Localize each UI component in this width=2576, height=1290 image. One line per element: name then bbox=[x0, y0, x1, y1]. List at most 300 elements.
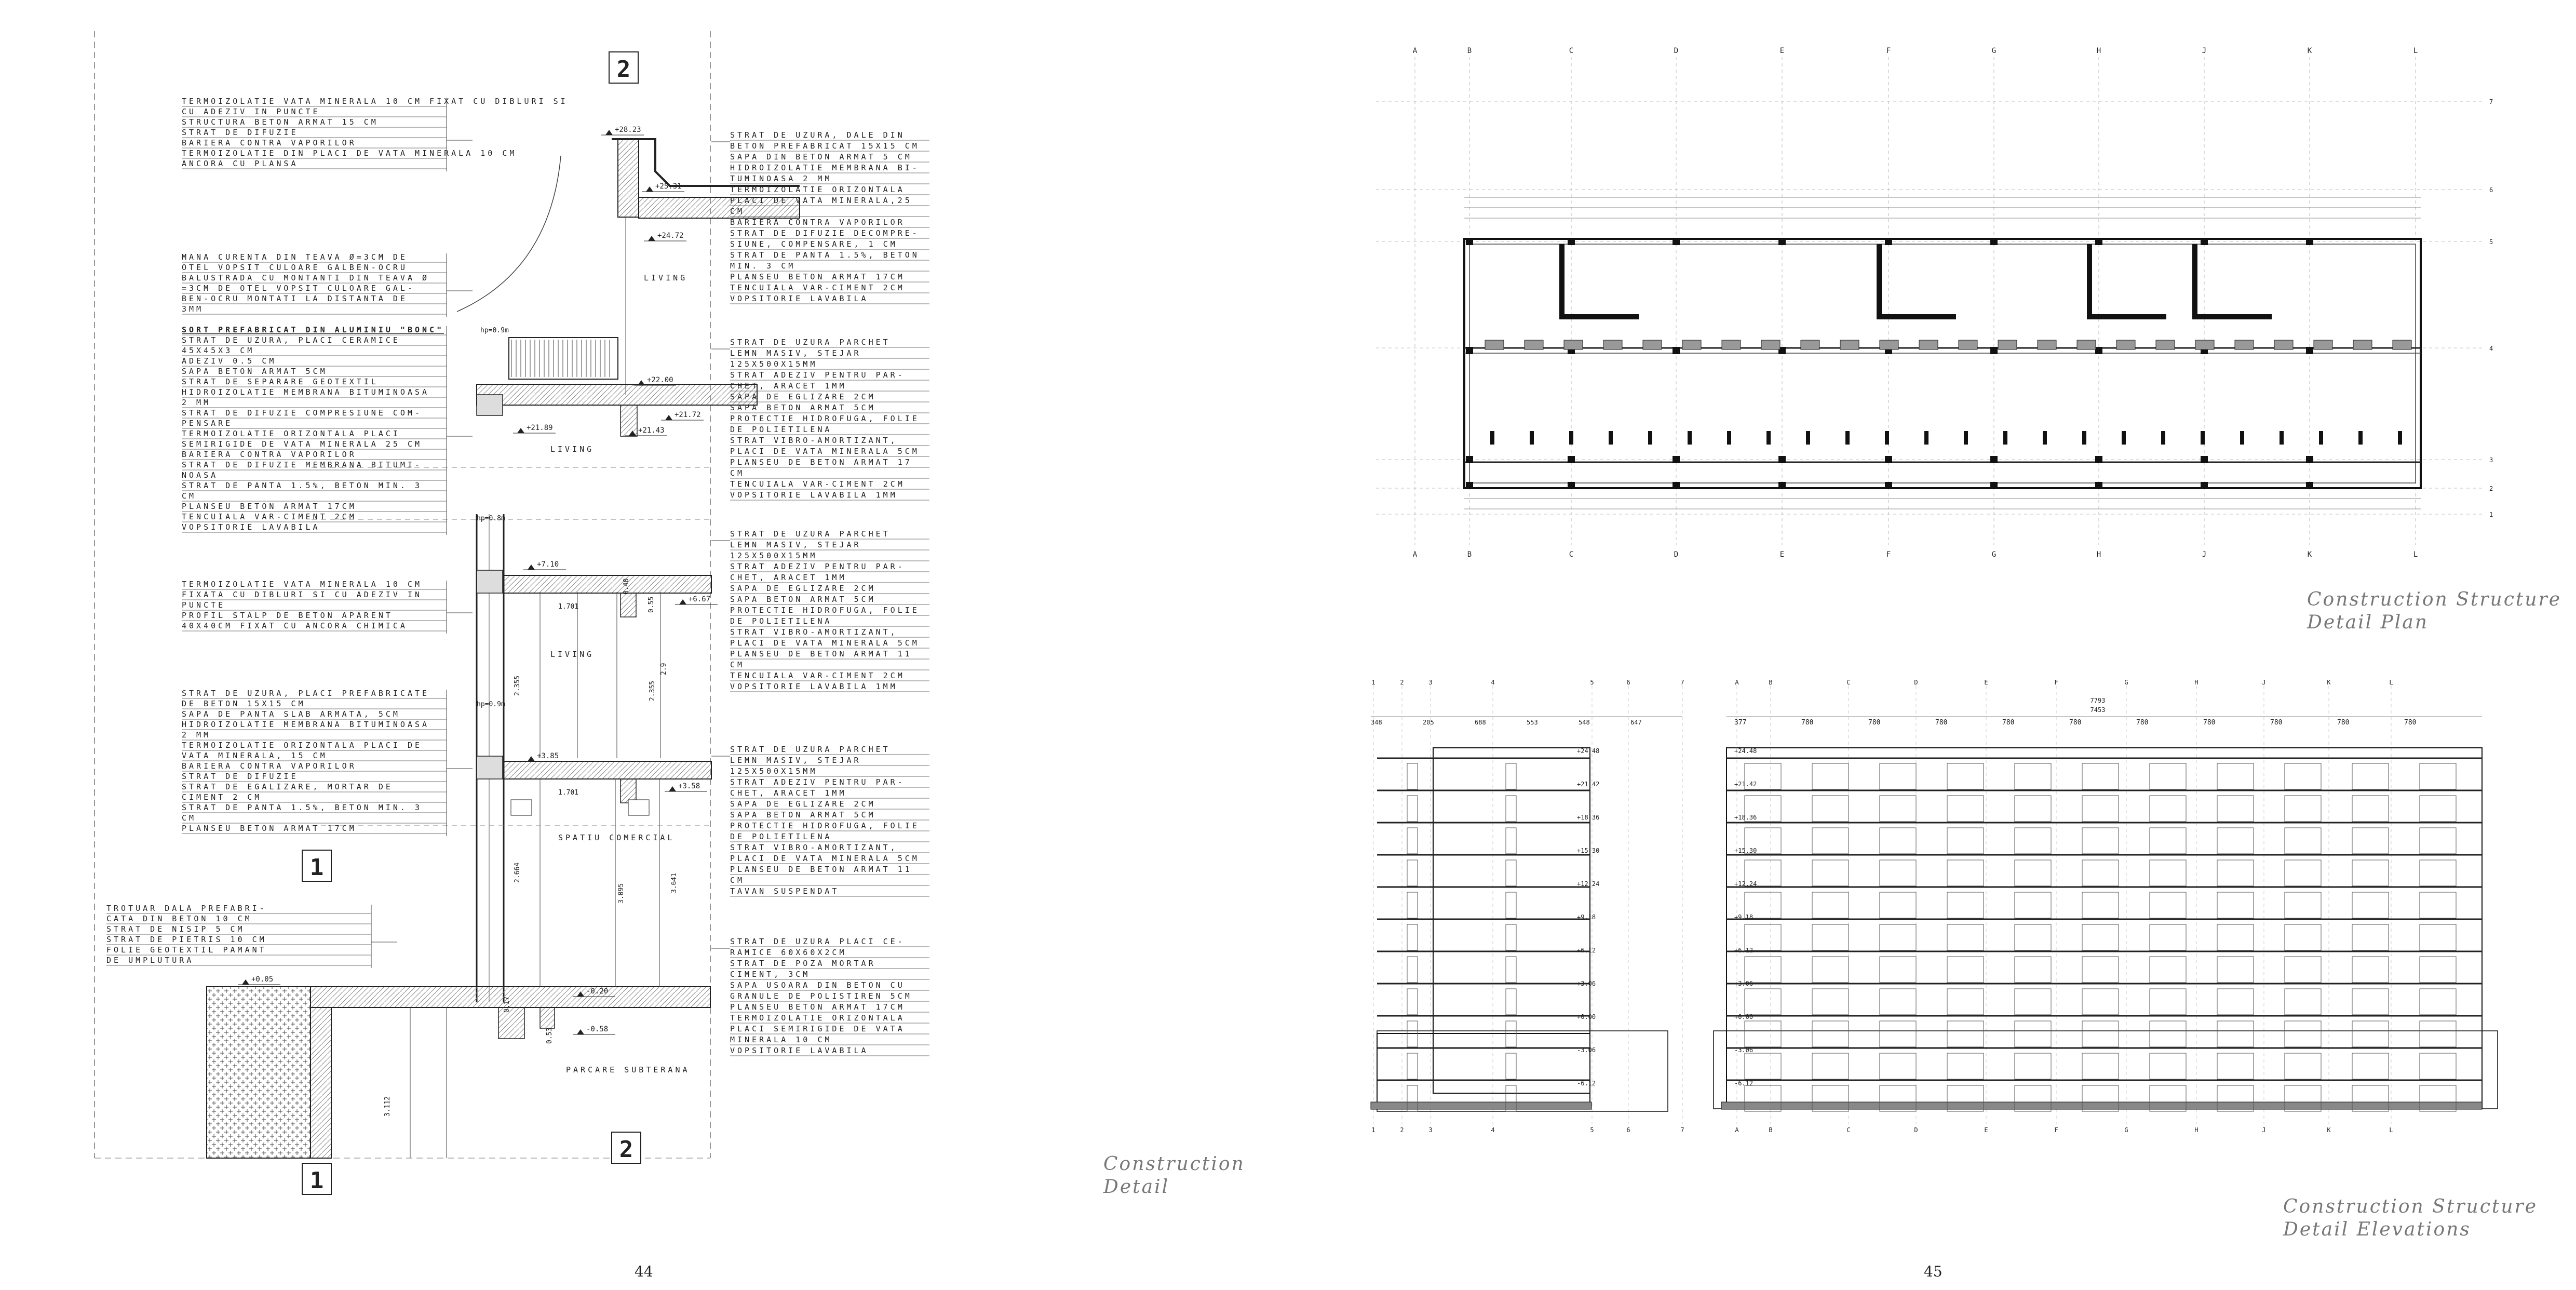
elevation-side-window bbox=[1506, 763, 1516, 789]
elevation-front-window bbox=[2420, 828, 2456, 854]
elevation-front-window bbox=[2285, 957, 2321, 983]
note-line: LEMN MASIV, STEJAR bbox=[730, 348, 861, 358]
plan-partition bbox=[1643, 340, 1662, 350]
room-label: LIVING bbox=[550, 445, 595, 454]
elevation-front-window bbox=[2217, 924, 2254, 950]
note-line: CHET, ARACET 1MM bbox=[730, 381, 847, 391]
hp-label: hp=0.9m bbox=[477, 701, 505, 708]
note-line: BARIERA CONTRA VAPORILOR bbox=[182, 450, 357, 459]
note-line: TAVAN SUSPENDAT bbox=[730, 886, 840, 896]
note-line: BARIERA CONTRA VAPORILOR bbox=[182, 138, 357, 147]
slab-edge-beam bbox=[477, 395, 503, 415]
elevation-front-window bbox=[2420, 860, 2456, 886]
note-line: PROTECTIE HIDROFUGA, FOLIE bbox=[730, 606, 920, 615]
note-line: PLACI DE VATA MINERALA 5CM bbox=[730, 854, 920, 863]
note-line: STRAT DE UZURA PARCHET bbox=[730, 338, 891, 347]
plan-core-wall bbox=[2089, 244, 2166, 317]
elevation-front-axis-top: J bbox=[2262, 679, 2266, 686]
elevation-side-level: +21.42 bbox=[1577, 781, 1600, 788]
elevation-front-window bbox=[2352, 989, 2389, 1015]
elevation-front-axis-top: F bbox=[2054, 679, 2058, 686]
downstand-beam bbox=[621, 405, 637, 436]
elevation-front-window bbox=[2015, 957, 2051, 983]
elevation-front-level: +3.06 bbox=[1734, 980, 1754, 987]
plan-axis-top: A bbox=[1412, 47, 1418, 55]
elevation-front-axis-bottom: K bbox=[2327, 1126, 2331, 1134]
elevation-side-dim: 688 bbox=[1475, 719, 1486, 726]
elevation-side-level: +24.48 bbox=[1577, 747, 1600, 755]
elevation-front-window bbox=[1880, 763, 1916, 789]
elevation-front-window bbox=[2082, 957, 2119, 983]
dimension-value: 0.17 bbox=[503, 996, 511, 1013]
note-line: STRAT DE DIFUZIE bbox=[182, 772, 299, 781]
elevation-front-window bbox=[2150, 796, 2186, 822]
elevation-front-window bbox=[2285, 860, 2321, 886]
note-line: STRAT DE PIETRIS 10 CM bbox=[106, 935, 267, 944]
elevation-front-axis-top: D bbox=[1914, 679, 1918, 686]
elevation-front-window bbox=[2015, 763, 2051, 789]
note-line: STRAT VIBRO-AMORTIZANT, bbox=[730, 843, 898, 852]
elevation-side-level: +12.24 bbox=[1577, 880, 1600, 888]
note-line: 125X500X15MM bbox=[730, 359, 818, 369]
note-line: BETON PREFABRICAT 15X15 CM bbox=[730, 141, 920, 151]
note-line: TENCUIALA VAR-CIMENT 2CM bbox=[730, 479, 905, 489]
elevation-front-window bbox=[1880, 860, 1916, 886]
elevation-front-dim: 377 bbox=[1734, 719, 1747, 727]
note-line: SAPA BETON ARMAT 5CM bbox=[730, 403, 876, 412]
elevation-side-window bbox=[1407, 1053, 1418, 1079]
floor-slab-level-7-beam bbox=[621, 593, 636, 617]
elevation-front-window bbox=[1880, 828, 1916, 854]
plan-axis-right: 7 bbox=[2489, 98, 2493, 105]
elevation-front-window bbox=[1812, 989, 1849, 1015]
elevation-front-window bbox=[1745, 989, 1781, 1015]
elevation-front-window bbox=[2217, 1021, 2254, 1047]
note-line: BARIERA CONTRA VAPORILOR bbox=[730, 218, 905, 227]
section-marker-top: 2 bbox=[616, 56, 631, 83]
note-line: DE UMPLUTURA bbox=[106, 956, 194, 965]
plan-axis-top: G bbox=[1991, 47, 1997, 55]
plan-partition bbox=[1722, 340, 1741, 350]
plan-column bbox=[2095, 347, 2102, 354]
elevation-side-axis-bottom: 4 bbox=[1491, 1126, 1495, 1134]
note-line: STRAT DE DIFUZIE COMPRESIUNE COM- bbox=[182, 408, 423, 418]
elevation-front-total: 7793 bbox=[2090, 697, 2106, 704]
elevation-front-window bbox=[1947, 1021, 1984, 1047]
note-line: PLANSEU DE BETON ARMAT 11 bbox=[730, 865, 912, 874]
note-line: STRAT DE EGALIZARE, MORTAR DE bbox=[182, 782, 393, 791]
elevation-front-window bbox=[1880, 892, 1916, 918]
elevation-front-axis-bottom: G bbox=[2124, 1126, 2128, 1134]
note-line: SAPA DE EGLIZARE 2CM bbox=[730, 584, 876, 593]
elevation-front-window bbox=[1947, 860, 1984, 886]
note-line: TUMINOASA 2 MM bbox=[730, 174, 832, 183]
elevation-front-window bbox=[2082, 828, 2119, 854]
plan-column bbox=[1990, 347, 1998, 354]
elevation-front-window bbox=[2420, 763, 2456, 789]
elevation-front-total: 7453 bbox=[2090, 706, 2106, 714]
elevation-front-window bbox=[2352, 828, 2389, 854]
plan-axis-bottom: B bbox=[1467, 550, 1472, 559]
elevation-side-window bbox=[1407, 892, 1418, 918]
note-line: TENCUIALA VAR-CIMENT 2CM bbox=[730, 671, 905, 680]
hp-label: hp=0.9m bbox=[480, 327, 509, 334]
plan-wall-stub bbox=[2201, 431, 2205, 445]
dimension-value: 3.095 bbox=[617, 883, 625, 904]
note-line: TERMOIZOLATIE VATA MINERALA 10 CM FIXAT CU DIBLURI SI bbox=[182, 97, 568, 106]
plan-partition bbox=[1998, 340, 2017, 350]
note-line: TERMOIZOLATIE DIN PLACI DE VATA MINERALA 10 CM bbox=[182, 149, 517, 158]
elevation-side-axis-bottom: 6 bbox=[1626, 1126, 1630, 1134]
plan-partition bbox=[2038, 340, 2056, 350]
dimension-value: 1.701 bbox=[558, 789, 579, 797]
dimension-value: 0.55 bbox=[648, 596, 655, 613]
plan-column bbox=[1466, 347, 1473, 354]
elevation-front-window bbox=[2082, 1053, 2119, 1079]
plan-column bbox=[1885, 482, 1892, 489]
elevation-side-dim: 548 bbox=[1579, 719, 1590, 726]
elevation-front-dim: 780 bbox=[2002, 719, 2015, 727]
note-line: SIUNE, COMPENSARE, 1 CM bbox=[730, 239, 898, 249]
elevation-front-window bbox=[2217, 796, 2254, 822]
plan-wall-stub bbox=[1845, 431, 1850, 445]
plan-wall-stub bbox=[1688, 431, 1692, 445]
dimension-value: 2.9 bbox=[660, 663, 668, 675]
plan-wall-stub bbox=[1648, 431, 1652, 445]
note-line: 2 MM bbox=[182, 730, 211, 740]
plan-column bbox=[2201, 238, 2208, 245]
elevation-front-level: +15.30 bbox=[1734, 847, 1757, 854]
note-line: PLACI SEMIRIGIDE DE VATA bbox=[730, 1024, 905, 1033]
elevation-front-window bbox=[2285, 989, 2321, 1015]
plan-partition bbox=[2235, 340, 2254, 350]
plan-column bbox=[1778, 482, 1786, 489]
floor-slab-level-7-edge bbox=[477, 570, 503, 593]
elevation-side-window bbox=[1506, 828, 1516, 854]
elevation-front-window bbox=[2217, 828, 2254, 854]
elevation-side-level: +9.18 bbox=[1577, 913, 1596, 921]
elevation-front-axis-top: G bbox=[2124, 679, 2128, 686]
elevation-side-axis-bottom: 3 bbox=[1428, 1126, 1433, 1134]
elevation-front-dim: 780 bbox=[2404, 719, 2417, 727]
room-label: SPATIU COMERCIAL bbox=[558, 833, 675, 842]
note-line: STRAT DE PANTA 1.5%, BETON bbox=[730, 250, 920, 260]
note-line: VOPSITORIE LAVABILA bbox=[182, 522, 320, 532]
plan-wall-stub bbox=[2082, 431, 2086, 445]
level-tag: +21.89 bbox=[527, 424, 553, 432]
elevation-front-facade bbox=[1727, 748, 2482, 1109]
leader-curve bbox=[457, 156, 561, 312]
elevation-side-window bbox=[1407, 924, 1418, 950]
plan-wall-stub bbox=[2319, 431, 2323, 445]
elevation-front-level: +21.42 bbox=[1734, 781, 1757, 788]
note-block-left-3 bbox=[182, 580, 473, 634]
plan-partition bbox=[2116, 340, 2135, 350]
elevation-front-window bbox=[2082, 796, 2119, 822]
note-line: SAPA DE EGLIZARE 2CM bbox=[730, 799, 876, 809]
level-triangle bbox=[605, 130, 613, 135]
plan-core-wall bbox=[1879, 244, 1956, 317]
note-line: SAPA DIN BETON ARMAT 5 CM bbox=[730, 152, 912, 162]
elevation-side-window bbox=[1407, 860, 1418, 886]
note-line: CIMENT, 3CM bbox=[730, 970, 811, 979]
plan-partition bbox=[1840, 340, 1859, 350]
elevation-front-window bbox=[1947, 828, 1984, 854]
elevation-side-axis-bottom: 1 bbox=[1371, 1126, 1375, 1134]
elevation-front-level: -3.06 bbox=[1734, 1046, 1754, 1054]
elevation-side-dim: 348 bbox=[1371, 719, 1382, 726]
note-line: NOASA bbox=[182, 471, 219, 480]
elevation-front-ground-band bbox=[1721, 1102, 2482, 1109]
note-line: BEN-OCRU MONTATI LA DISTANTA DE bbox=[182, 294, 408, 303]
note-line: PROTECTIE HIDROFUGA, FOLIE bbox=[730, 414, 920, 423]
elevation-front-window bbox=[2150, 989, 2186, 1015]
floor-slab-level-3-beam bbox=[621, 779, 636, 803]
plan-column bbox=[1568, 482, 1575, 489]
elevation-front-dim: 780 bbox=[1868, 719, 1881, 727]
elevation-front-window bbox=[1947, 763, 1984, 789]
elevation-front-level: +12.24 bbox=[1734, 880, 1757, 888]
elevation-side-axis-bottom: 5 bbox=[1590, 1126, 1594, 1134]
elevation-front-axis-top: C bbox=[1846, 679, 1851, 686]
note-line: STRAT DE PANTA 1.5%, BETON MIN. 3 bbox=[182, 803, 423, 812]
page-construction-structure bbox=[1288, 0, 2576, 1288]
note-block-right-1 bbox=[711, 338, 929, 500]
floor-slab-level-7 bbox=[504, 575, 711, 593]
note-line: DE BETON 15X15 CM bbox=[182, 699, 306, 708]
elevation-front-window bbox=[2285, 1053, 2321, 1079]
plan-column bbox=[1466, 482, 1473, 489]
note-line: STRAT DE DIFUZIE bbox=[182, 128, 299, 137]
note-line: CM bbox=[730, 468, 745, 478]
note-line: PLANSEU DE BETON ARMAT 11 bbox=[730, 649, 912, 659]
plan-partition bbox=[2314, 340, 2332, 350]
elevation-front-window bbox=[2015, 828, 2051, 854]
plan-column bbox=[1778, 456, 1786, 463]
room-label: LIVING bbox=[550, 650, 595, 659]
note-line: STRAT DE POZA MORTAR bbox=[730, 959, 876, 968]
note-line: PLACI DE VATA MINERALA 5CM bbox=[730, 447, 920, 456]
elevation-front-window bbox=[2285, 763, 2321, 789]
caption-line-2: Detail Elevations bbox=[2283, 1219, 2471, 1240]
elevation-side-window bbox=[1407, 828, 1418, 854]
elevation-front-level: +18.36 bbox=[1734, 814, 1757, 821]
level-tag: +22.00 bbox=[647, 376, 673, 384]
note-line: OTEL VOPSIT CULOARE GALBEN-OCRU bbox=[182, 263, 408, 272]
plan-partition bbox=[1880, 340, 1898, 350]
note-line: SAPA USOARA DIN BETON CU bbox=[730, 980, 905, 990]
elevation-front-window bbox=[2150, 763, 2186, 789]
plan-partition bbox=[2077, 340, 2096, 350]
plan-column bbox=[2306, 347, 2313, 354]
level-tag: +24.72 bbox=[657, 232, 684, 240]
elevation-side-dim: 647 bbox=[1630, 719, 1642, 726]
level-tag: +3.58 bbox=[678, 782, 700, 790]
plan-wall-stub bbox=[1766, 431, 1771, 445]
note-line: PLANSEU BETON ARMAT 17CM bbox=[730, 272, 905, 281]
elevation-front-window bbox=[1812, 796, 1849, 822]
elevation-front-window bbox=[1812, 1053, 1849, 1079]
plan-axis-top: H bbox=[2096, 47, 2101, 55]
note-line: TERMOIZOLATIE ORIZONTALA PLACI bbox=[182, 429, 400, 438]
elevation-front-window bbox=[2217, 892, 2254, 918]
note-line: TROTUAR DALA PREFABRI- bbox=[106, 904, 267, 913]
note-line: STRAT DE DIFUZIE MEMBRANA BITUMI- bbox=[182, 460, 423, 469]
plan-wall-stub bbox=[2003, 431, 2007, 445]
level-triangle bbox=[638, 380, 645, 385]
plan-column bbox=[2306, 238, 2313, 245]
note-line: STRAT ADEZIV PENTRU PAR- bbox=[730, 562, 905, 571]
elevation-front-window bbox=[2150, 892, 2186, 918]
elevation-front-axis-top: E bbox=[1984, 679, 1988, 686]
plan-partition bbox=[1564, 340, 1583, 350]
elevation-front-window bbox=[2352, 796, 2389, 822]
basement-column bbox=[498, 1007, 524, 1039]
elevation-front-axis-bottom: F bbox=[2054, 1126, 2058, 1134]
plan-column bbox=[2095, 238, 2102, 245]
note-line: STRAT DE PANTA 1.5%, BETON MIN. 3 bbox=[182, 481, 423, 490]
note-line: SAPA BETON ARMAT 5CM bbox=[730, 595, 876, 604]
plan-axis-right: 5 bbox=[2489, 238, 2493, 246]
plan-partition bbox=[1919, 340, 1938, 350]
plan-partition bbox=[1485, 340, 1504, 350]
elevation-front-axis-top: L bbox=[2389, 679, 2393, 686]
note-line: GRANULE DE POLISTIREN 5CM bbox=[730, 991, 912, 1001]
elevation-front-window bbox=[2015, 1021, 2051, 1047]
plan-axis-top: J bbox=[2202, 47, 2207, 55]
elevation-front-window bbox=[1947, 1053, 1984, 1079]
caption-line-1: Construction Structure bbox=[2283, 1196, 2538, 1217]
elevation-front-window bbox=[2420, 924, 2456, 950]
elevation-front-window bbox=[1812, 924, 1849, 950]
note-line: 2 MM bbox=[182, 398, 211, 407]
plan-axis-bottom: A bbox=[1412, 550, 1418, 559]
note-line: MIN. 3 CM bbox=[730, 261, 796, 271]
elevation-side-level: +3.06 bbox=[1577, 980, 1596, 987]
elevation-side-window bbox=[1407, 796, 1418, 822]
note-line: LEMN MASIV, STEJAR bbox=[730, 756, 861, 765]
elevation-front-window bbox=[2015, 924, 2051, 950]
elevation-front-window bbox=[2082, 989, 2119, 1015]
elevation-front-axis-bottom: C bbox=[1846, 1126, 1851, 1134]
elevation-front-window bbox=[2082, 892, 2119, 918]
plan-wall-stub bbox=[1924, 431, 1928, 445]
plan-wall-stub bbox=[1490, 431, 1494, 445]
plan-column bbox=[2306, 456, 2313, 463]
note-line: BALUSTRADA CU MONTANTI DIN TEAVA Ø bbox=[182, 273, 430, 283]
elevation-front-window bbox=[2082, 860, 2119, 886]
plan-column bbox=[1673, 456, 1680, 463]
elevation-front-window bbox=[2015, 1053, 2051, 1079]
elevation-front-axis-bottom: A bbox=[1735, 1126, 1739, 1134]
note-line: PLACI DE VATA MINERALA,25 bbox=[730, 196, 912, 205]
note-line: STRAT DE UZURA PARCHET bbox=[730, 529, 891, 539]
elevation-side-axis-top: 4 bbox=[1491, 679, 1495, 686]
elevation-front-window bbox=[2352, 1021, 2389, 1047]
section-marker-bottom-left: 1 bbox=[309, 1167, 324, 1194]
note-line: HIDROIZOLATIE MEMBRANA BITUMINOASA bbox=[182, 387, 430, 397]
elevation-front-window bbox=[1880, 796, 1916, 822]
plan-axis-right: 6 bbox=[2489, 186, 2493, 194]
plan-axis-bottom: F bbox=[1886, 550, 1891, 559]
elevation-front-window bbox=[2217, 957, 2254, 983]
note-block-right-4 bbox=[711, 937, 929, 1056]
plan-axis-top: B bbox=[1467, 47, 1472, 55]
plan-wall-stub bbox=[2398, 431, 2402, 445]
note-line: PROFIL STALP DE BETON APARENT bbox=[182, 611, 393, 620]
plan-wall-stub bbox=[1530, 431, 1534, 445]
note-line: HIDROIZOLATIE MEMBRANA BI- bbox=[730, 163, 920, 172]
elevation-front-window bbox=[1812, 828, 1849, 854]
level-tag: +3.85 bbox=[537, 752, 559, 760]
plan-core-wall bbox=[1562, 244, 1639, 317]
plan-partition bbox=[2156, 340, 2175, 350]
elevation-front-axis-bottom: D bbox=[1914, 1126, 1918, 1134]
note-line: STRAT VIBRO-AMORTIZANT, bbox=[730, 627, 898, 637]
plan-wall-stub bbox=[1609, 431, 1613, 445]
foundation-ground-fill bbox=[207, 987, 311, 1158]
section-marker-mid: 1 bbox=[309, 854, 324, 881]
plan-axis-bottom: J bbox=[2202, 550, 2207, 559]
plan-axis-bottom: C bbox=[1569, 550, 1574, 559]
note-block-left-0 bbox=[182, 97, 568, 171]
elevation-front-level: +9.18 bbox=[1734, 913, 1754, 921]
note-line: TENCUIALA VAR-CIMENT 2CM bbox=[730, 283, 905, 292]
elevation-front-window bbox=[1812, 763, 1849, 789]
level-tag: +7.10 bbox=[537, 560, 559, 569]
plan-partition bbox=[1959, 340, 1977, 350]
plan-axis-top: D bbox=[1674, 47, 1679, 55]
plan-axis-right: 3 bbox=[2489, 456, 2493, 464]
elevation-front-dim: 780 bbox=[2337, 719, 2350, 727]
elevation-front-window bbox=[2352, 924, 2389, 950]
note-line: STRUCTURA BETON ARMAT 15 CM bbox=[182, 117, 379, 127]
note-line: SEMIRIGIDE DE VATA MINERALA 25 CM bbox=[182, 439, 423, 449]
plan-axis-bottom: L bbox=[2413, 550, 2418, 559]
elevation-front-window bbox=[1880, 924, 1916, 950]
elevation-front-window bbox=[2285, 1021, 2321, 1047]
plan-axis-right: 1 bbox=[2489, 511, 2493, 518]
note-line: STRAT DE UZURA PARCHET bbox=[730, 745, 891, 754]
level-tag: +21.72 bbox=[675, 411, 701, 419]
plan-axis-top: C bbox=[1569, 47, 1574, 55]
plan-partition bbox=[2353, 340, 2372, 350]
level-tag: +25.31 bbox=[655, 182, 682, 191]
note-line: PLANSEU BETON ARMAT 17CM bbox=[182, 824, 357, 833]
elevation-front-window bbox=[1812, 957, 1849, 983]
elevation-side-window bbox=[1506, 892, 1516, 918]
elevation-front-window bbox=[2015, 860, 2051, 886]
elevation-front-axis-bottom: H bbox=[2194, 1126, 2199, 1134]
plan-column bbox=[2095, 482, 2102, 489]
elevation-front-window bbox=[1880, 1053, 1916, 1079]
level-triangle bbox=[528, 565, 535, 570]
level-triangle bbox=[242, 979, 249, 985]
elevation-side-axis-bottom: 7 bbox=[1680, 1126, 1684, 1134]
plan-axis-bottom: K bbox=[2307, 550, 2312, 559]
note-line: BARIERA CONTRA VAPORILOR bbox=[182, 761, 357, 771]
note-block-right-2 bbox=[711, 529, 929, 692]
note-line: FIXATA CU DIBLURI SI CU ADEZIV IN bbox=[182, 590, 423, 599]
dimension-value: 2.664 bbox=[514, 862, 521, 883]
elevation-front-dim: 780 bbox=[2136, 719, 2149, 727]
elevation-front-level: +0.00 bbox=[1734, 1013, 1754, 1020]
level-triangle bbox=[577, 1029, 584, 1034]
plan-wall-stub bbox=[2358, 431, 2363, 445]
elevation-front-axis-top: B bbox=[1769, 679, 1773, 686]
note-line: SAPA DE PANTA SLAB ARMATA, 5CM bbox=[182, 709, 400, 719]
room-label: PARCARE SUBTERANA bbox=[566, 1065, 690, 1074]
